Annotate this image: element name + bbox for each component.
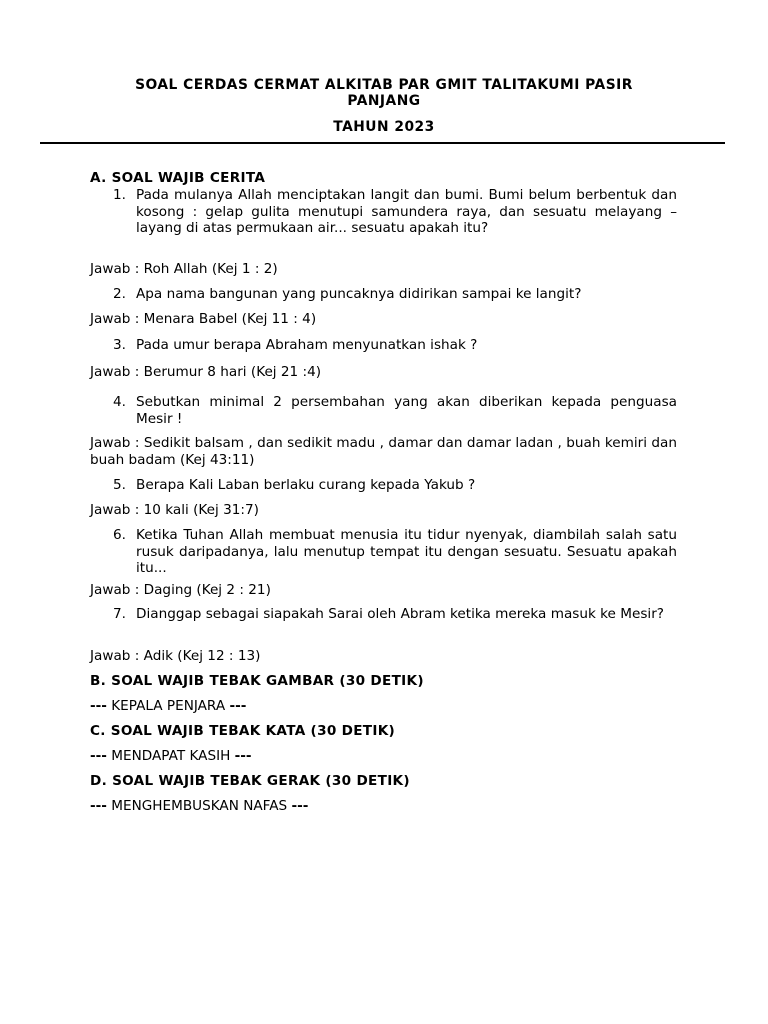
question-5 xyxy=(113,477,677,494)
dash-marker: --- xyxy=(234,748,252,764)
question-3 xyxy=(113,337,677,354)
question-1 xyxy=(113,187,677,237)
answer-6: Jawab : Daging (Kej 2 : 21) xyxy=(90,582,271,598)
question-number: 1. xyxy=(113,187,126,203)
answer-5: Jawab : 10 kali (Kej 31:7) xyxy=(90,502,259,518)
section-d-answer xyxy=(90,798,308,815)
dash-marker: --- xyxy=(90,698,107,714)
dash-marker: --- xyxy=(90,798,107,814)
question-7 xyxy=(113,606,677,623)
section-d-heading: D. SOAL WAJIB TEBAK GERAK (30 DETIK) xyxy=(90,773,410,789)
question-2 xyxy=(113,286,677,303)
document-title-line2: PANJANG xyxy=(347,93,421,109)
answer-4: Jawab : Sedikit balsam , dan sedikit madu , damar dan damar ladan , buah kemiri dan buah badam (Kej 43:11) xyxy=(90,435,677,468)
question-number: 4. xyxy=(113,394,126,410)
answer-text: KEPALA PENJARA xyxy=(111,698,226,714)
document-year: TAHUN 2023 xyxy=(333,119,435,135)
answer-7: Jawab : Adik (Kej 12 : 13) xyxy=(90,648,261,664)
section-c-answer xyxy=(90,748,252,765)
dash-marker: --- xyxy=(291,798,309,814)
section-b-heading: B. SOAL WAJIB TEBAK GAMBAR (30 DETIK) xyxy=(90,673,424,689)
question-text: Ketika Tuhan Allah membuat menusia itu tidur nyenyak, diambilah salah satu rusuk daripadanya, lalu menutup tempat itu dengan sesuatu. Sesuatu apakah itu... xyxy=(136,527,677,576)
question-4 xyxy=(113,394,677,427)
question-6 xyxy=(113,527,677,577)
header-divider xyxy=(40,142,725,144)
answer-text: MENGHEMBUSKAN NAFAS xyxy=(111,798,288,814)
question-number: 6. xyxy=(113,527,126,543)
question-number: 3. xyxy=(113,337,126,353)
question-number: 5. xyxy=(113,477,126,493)
question-number: 7. xyxy=(113,606,126,622)
document-title-line1: SOAL CERDAS CERMAT ALKITAB PAR GMIT TALITAKUMI PASIR xyxy=(135,77,633,93)
dash-marker: --- xyxy=(90,748,107,764)
question-number: 2. xyxy=(113,286,126,302)
dash-marker: --- xyxy=(229,698,247,714)
answer-3: Jawab : Berumur 8 hari (Kej 21 :4) xyxy=(90,364,322,380)
question-text: Sebutkan minimal 2 persembahan yang akan diberikan kepada penguasa Mesir ! xyxy=(136,394,677,427)
section-c-heading: C. SOAL WAJIB TEBAK KATA (30 DETIK) xyxy=(90,723,396,739)
section-a-heading: A. SOAL WAJIB CERITA xyxy=(90,170,266,186)
answer-1: Jawab : Roh Allah (Kej 1 : 2) xyxy=(90,261,278,277)
answer-2: Jawab : Menara Babel (Kej 11 : 4) xyxy=(90,311,317,327)
question-text: Pada mulanya Allah menciptakan langit dan bumi. Bumi belum berbentuk dan kosong : gelap gulita menutupi samundera raya, dan sesuatu melayang – layang di atas permukaan air... sesuatu apakah itu? xyxy=(136,187,677,236)
question-text: Pada umur berapa Abraham menyunatkan ishak ? xyxy=(136,337,478,353)
answer-text: MENDAPAT KASIH xyxy=(111,748,231,764)
section-b-answer xyxy=(90,698,246,715)
question-text: Berapa Kali Laban berlaku curang kepada Yakub ? xyxy=(136,477,476,493)
question-text: Apa nama bangunan yang puncaknya didirikan sampai ke langit? xyxy=(136,286,582,302)
question-text: Dianggap sebagai siapakah Sarai oleh Abram ketika mereka masuk ke Mesir? xyxy=(136,606,664,622)
